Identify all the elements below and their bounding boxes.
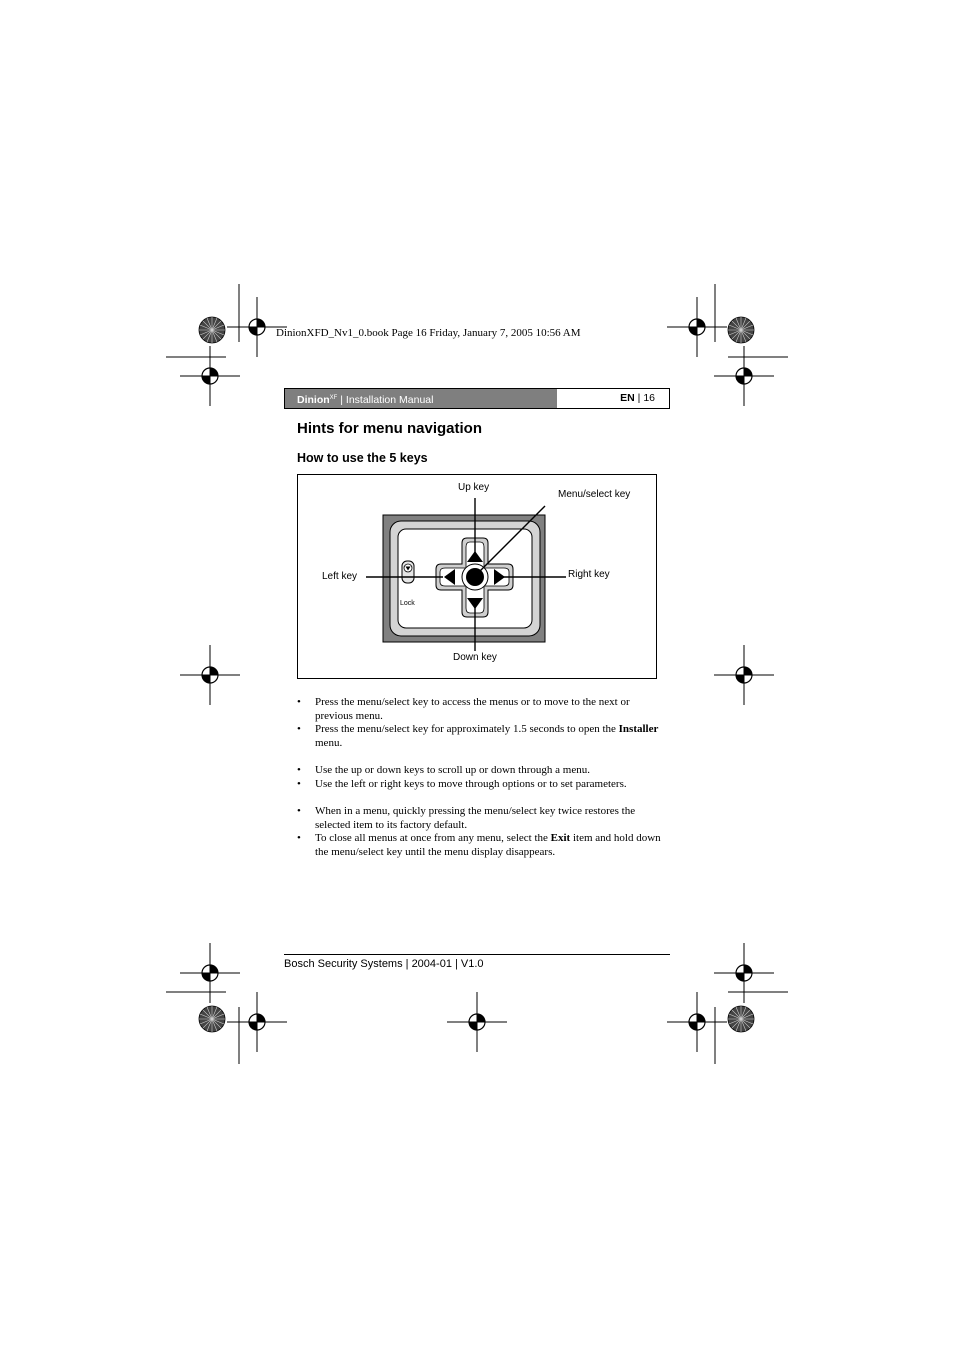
up-key-label: Up key	[458, 482, 490, 493]
bullet-mark: •	[297, 805, 301, 817]
keypad-figure	[297, 474, 657, 679]
list-item	[297, 832, 662, 859]
list-item	[297, 778, 662, 792]
bullet-group-shortcuts	[297, 805, 662, 860]
bullet-text: Use the left or right keys to move through options or to set parameters.	[315, 777, 627, 790]
list-item	[297, 764, 662, 778]
bullet-text: menu.	[315, 737, 343, 750]
section-title: Hints for menu navigation	[297, 420, 483, 437]
list-item	[297, 805, 662, 832]
menu-select-key-icon	[466, 568, 484, 586]
bullet-text: item and hold down the menu/select key until the menu display disappears.	[315, 832, 661, 859]
bullet-group-arrow-keys	[297, 764, 662, 791]
bullet-text: To close all menus at once from any menu, select the	[315, 832, 551, 845]
slug-line: DinionXFD_Nv1_0.book Page 16 Friday, January 7, 2005 10:56 AM	[276, 327, 581, 339]
bullet-group-menu-select	[297, 696, 662, 751]
page-separator: |	[634, 392, 644, 404]
page-footer: Bosch Security Systems | 2004-01 | V1.0	[284, 958, 484, 970]
language-code: EN	[620, 392, 635, 404]
header-separator: |	[337, 394, 346, 406]
left-key-label: Left key	[322, 571, 358, 582]
header-page-info	[620, 389, 655, 408]
right-key-label: Right key	[568, 569, 610, 580]
list-item	[297, 696, 662, 723]
menu-select-key-label: Menu/select key	[558, 489, 631, 500]
page-number: 16	[643, 392, 655, 404]
bullet-text: When in a menu, quickly pressing the menu/select key twice restores the selected item to its factory default.	[315, 805, 636, 831]
bullet-mark: •	[297, 764, 301, 776]
product-superscript: XF	[329, 395, 338, 401]
doc-type: Installation Manual	[345, 394, 434, 406]
page-header	[284, 388, 670, 409]
down-key-label: Down key	[453, 652, 497, 663]
bullet-mark: •	[297, 832, 301, 845]
bullet-mark: •	[297, 777, 301, 790]
lock-label: Lock	[400, 600, 415, 607]
bullet-bold-term: Installer	[618, 723, 659, 736]
bullet-bold-term: Exit	[550, 832, 571, 845]
list-item	[297, 723, 662, 750]
header-title	[285, 389, 557, 408]
bullet-mark: •	[297, 723, 301, 736]
product-name: Dinion	[297, 394, 330, 406]
bullet-text: Press the menu/select key for approximately 1.5 seconds to open the	[315, 723, 619, 736]
bullet-text: Press the menu/select key to access the menus or to move to the next or previous menu.	[315, 696, 630, 722]
subsection-title: How to use the 5 keys	[297, 451, 428, 465]
bullet-text: Use the up or down keys to scroll up or down through a menu.	[315, 764, 590, 776]
footer-rule	[284, 954, 670, 955]
bullet-mark: •	[297, 696, 301, 708]
